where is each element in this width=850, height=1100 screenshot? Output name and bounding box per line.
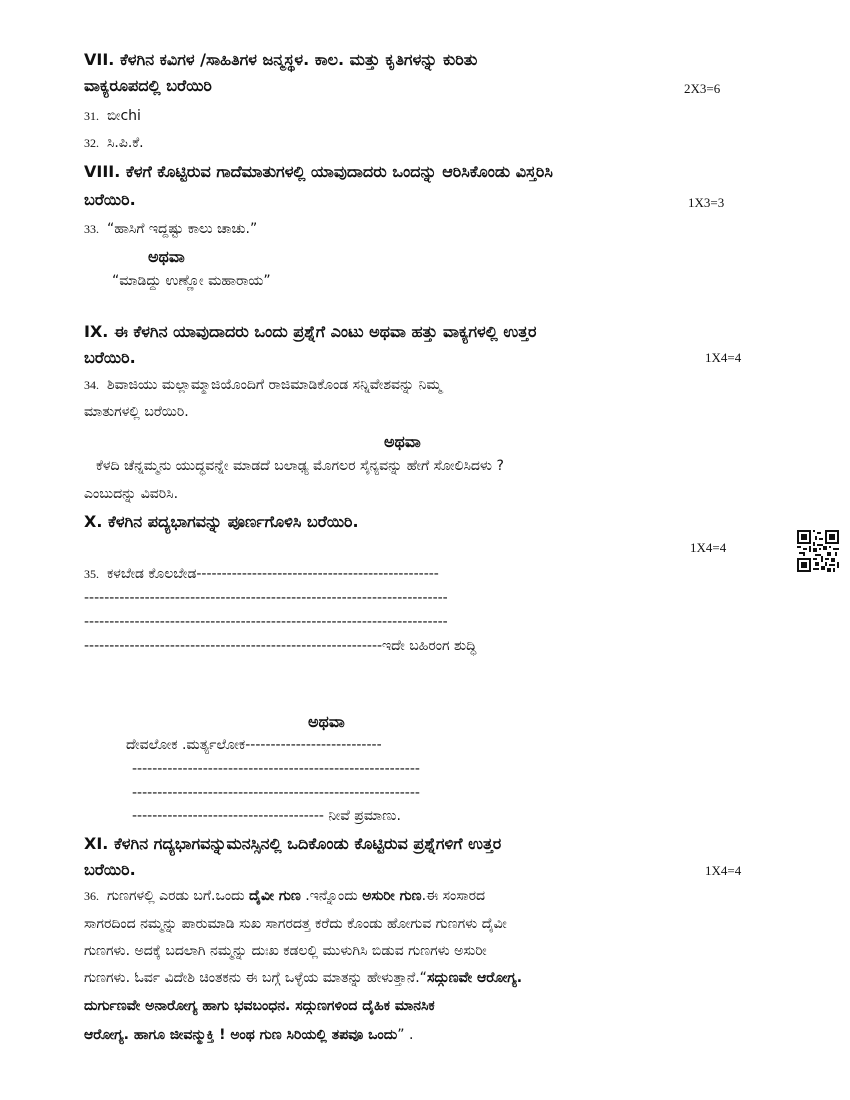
passage-asuri-guna: ಅಸುರೀ ಗುಣ (362, 888, 422, 904)
passage-line1-c: .ಇನ್ನೊಂದು (300, 888, 363, 904)
passage-sadguna-quote: ಸದ್ಗುಣವೇ ಆರೋಗ್ಯ. (426, 970, 523, 986)
section-xi-heading-line1: XI. ಕೆಳಗಿನ ಗದ್ಯಭಾಗವನ್ನುಮನಸ್ಸಿನಲ್ಲಿ ಒದಿಕೊಂಡು ಕೊಟ್ಟಿರುವ ಪ್ರಶ್ನೆಗಳಿಗೆ ಉತ್ತರ (84, 834, 502, 853)
passage-line1 (84, 888, 485, 904)
question-35-line3: ------------------------------------------------------------------------ (84, 614, 448, 630)
passage-line6-bold: ಆರೋಗ್ಯ. ಹಾಗೂ ಜೀವನ್ಮುಕ್ತಿ ! ಅಂಥ ಗುಣ ಸಿರಿಯಲ್ಲಿ ತಪವೂ ಒಂದು (84, 1027, 398, 1043)
passage-line4 (84, 970, 522, 986)
section-x-athava: ಅಥವಾ (308, 712, 345, 731)
question-32-text: ಸಿ.ಪಿ.ಕೆ. (107, 135, 144, 151)
section-ix-marks: 1X4=4 (705, 350, 742, 365)
section-xi-heading-line2: ಬರೆಯಿರಿ. (84, 860, 136, 879)
question-35-alternative-line2: --------------------------------------------------------- (132, 761, 420, 777)
question-35-text-line1: ಕಳಬೇಡ ಕೊಲಬೇಡ------------------------------------------------ (107, 566, 439, 582)
question-34-alternative-line2: ಎಂಬುದನ್ನು ವಿವರಿಸಿ. (84, 486, 179, 502)
question-35-alternative-line3: --------------------------------------------------------- (132, 785, 420, 801)
section-viii-heading-line2: ಬರೆಯಿರಿ. (84, 190, 136, 209)
section-x-marks: 1X4=4 (690, 540, 727, 555)
question-35-alternative-line1: ದೇವಲೋಕ .ಮರ್ತ್ಯಲೋಕ--------------------------- (126, 737, 382, 753)
question-34-line2: ಮಾತುಗಳಲ್ಲಿ ಬರೆಯಿರಿ. (84, 404, 189, 420)
question-31-number: 31. (84, 109, 99, 123)
passage-line6 (84, 1027, 413, 1043)
question-35-number: 35. (84, 567, 99, 581)
question-35-line2: ------------------------------------------------------------------------ (84, 590, 448, 606)
question-32 (84, 135, 144, 151)
passage-daivi-guna: ದೈವೀ ಗುಣ (249, 888, 301, 904)
passage-line3: ಗುಣಗಳು. ಅದಕ್ಕೆ ಬದಲಾಗಿ ನಮ್ಮನ್ನು ದುಃಖ ಕಡಲಲ್ಲಿ ಮುಳುಗಿಸಿ ಬಿಡುವ ಗುಣಗಳು ಅಸುರೀ (84, 943, 487, 959)
section-vii-marks: 2X3=6 (684, 81, 721, 96)
question-31 (84, 108, 141, 124)
question-35-line1 (84, 566, 439, 582)
section-viii-marks: 1X3=3 (688, 195, 725, 210)
passage-line5: ದುರ್ಗುಣವೇ ಅನಾರೋಗ್ಯ ಹಾಗು ಭವಬಂಧನ. ಸದ್ಗುಣಗಳಿಂದ ದೈಹಿಕ ಮಾನಸಿಕ (84, 998, 435, 1014)
passage-line4-a: ಗುಣಗಳು. ಓರ್ವ ವಿದೇಶಿ ಚಿಂತಕನು ಈ ಬಗ್ಗೆ ಒಳ್ಳೆಯ ಮಾತನ್ನು ಹೇಳುತ್ತಾನೆ.“ (84, 970, 427, 986)
section-vii-heading-line2: ವಾಕ್ಯರೂಪದಲ್ಲಿ ಬರೆಯಿರಿ (84, 76, 212, 95)
section-viii-athava: ಅಥವಾ (148, 247, 185, 266)
section-ix-heading-line1: IX. ಈ ಕೆಳಗಿನ ಯಾವುದಾದರು ಒಂದು ಪ್ರಶ್ನೆಗೆ ಎಂಟು ಅಥವಾ ಹತ್ತು ವಾಕ್ಯಗಳಲ್ಲಿ ಉತ್ತರ (84, 322, 537, 341)
question-33-number: 33. (84, 222, 99, 236)
question-32-number: 32. (84, 136, 99, 150)
section-ix-heading-line2: ಬರೆಯಿರಿ. (84, 348, 136, 367)
question-36-number: 36. (84, 889, 99, 903)
section-ix-athava: ಅಥವಾ (384, 432, 421, 451)
passage-line1-e: .ಈ ಸಂಸಾರದ (421, 888, 486, 904)
question-31-text: ಬೀchi (107, 108, 141, 124)
question-34-number: 34. (84, 378, 99, 392)
question-34-line1 (84, 377, 442, 393)
qr-code-icon (797, 530, 839, 572)
question-33-alternative: “ಮಾಡಿದ್ದು ಉಣ್ಣೋ ಮಹಾರಾಯ” (112, 273, 271, 289)
passage-line2: ಸಾಗರದಿಂದ ನಮ್ಮನ್ನು ಪಾರುಮಾಡಿ ಸುಖ ಸಾಗರದತ್ತ ಕರೆದು ಕೊಂಡು ಹೋಗುವ ಗುಣಗಳು ದೈವೀ (84, 916, 507, 932)
question-33-text: “ಹಾಸಿಗೆ ಇದ್ದಷ್ಟು ಕಾಲು ಚಾಚು.” (107, 221, 258, 237)
question-34-text-line1: ಶಿವಾಜಿಯು ಮಲ್ಲಾಮ್ಮಾಜಿಯೊಂದಿಗೆ ರಾಜಿಮಾಡಿಕೊಂಡ ಸನ್ನಿವೇಶವನ್ನು ನಿಮ್ಮ (107, 377, 442, 393)
passage-line1-a: ಗುಣಗಳಲ್ಲಿ ಎರಡು ಬಗೆ.ಒಂದು (107, 888, 249, 904)
section-x-heading: X. ಕೆಳಗಿನ ಪದ್ಯಭಾಗವನ್ನು ಪೂರ್ಣಗೊಳಿಸಿ ಬರೆಯಿರಿ. (84, 512, 359, 531)
section-vii-heading-line1: VII. ಕೆಳಗಿನ ಕವಿಗಳ /ಸಾಹಿತಿಗಳ ಜನ್ಮಸ್ಥಳ. ಕಾಲ. ಮತ್ತು ಕೃತಿಗಳನ್ನು ಕುರಿತು (84, 50, 478, 69)
question-35-alternative-line4: -------------------------------------- ನೀವೆ ಪ್ರಮಾಣು. (132, 808, 401, 824)
question-34-alternative-line1: ಕೆಳದಿ ಚೆನ್ನಮ್ಮನು ಯುದ್ಧವನ್ನೇ ಮಾಡದೆ ಬಲಾಢ್ಯ ಮೊಗಲರ ಸೈನ್ಯವನ್ನು ಹೇಗೆ ಸೋಲಿಸಿದಳು ? (96, 458, 504, 474)
section-xi-marks: 1X4=4 (705, 863, 742, 878)
passage-line6-end: ” . (397, 1027, 414, 1043)
question-35-line4: -----------------------------------------------------------ಇದೇ ಬಹಿರಂಗ ಶುದ್ಧಿ (84, 638, 477, 654)
question-33 (84, 221, 257, 237)
section-viii-heading-line1: VIII. ಕೆಳಗೆ ಕೊಟ್ಟಿರುವ ಗಾದೆಮಾತುಗಳಲ್ಲಿ ಯಾವುದಾದರು ಒಂದನ್ನು ಆರಿಸಿಕೊಂಡು ವಿಸ್ತರಿಸಿ (84, 162, 553, 181)
